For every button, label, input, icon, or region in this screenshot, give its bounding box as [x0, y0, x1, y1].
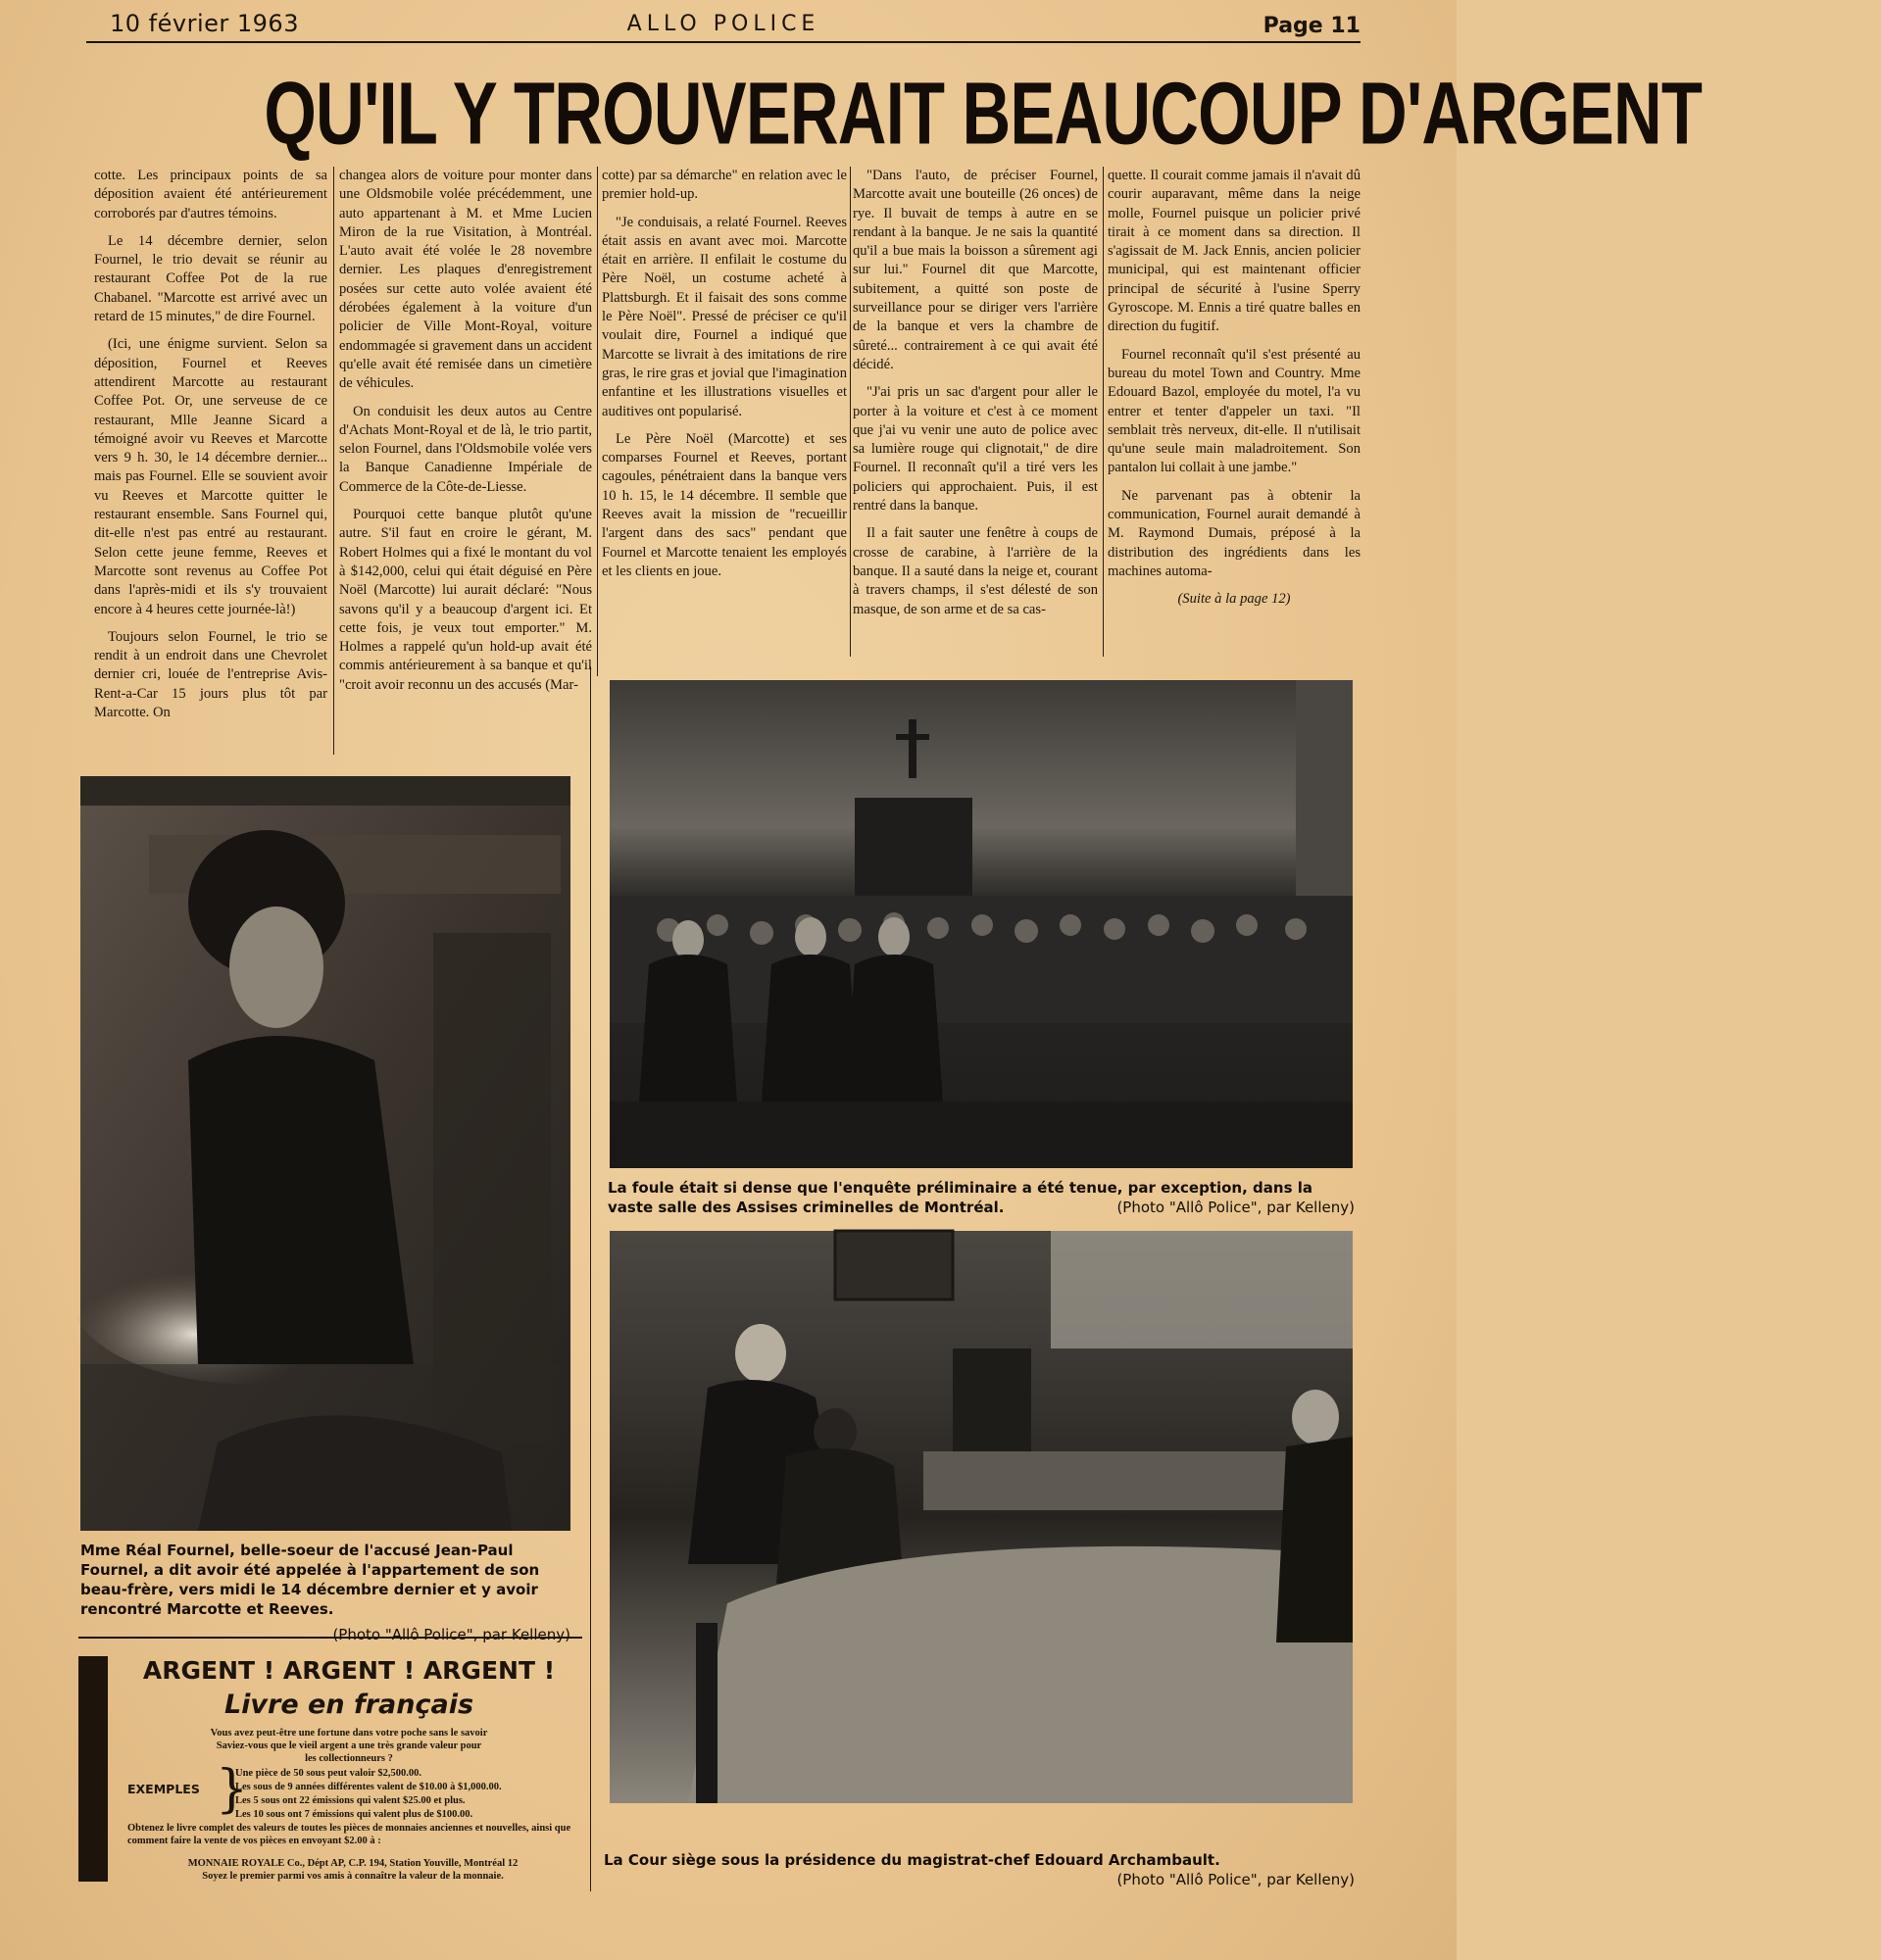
ad-example: Une pièce de 50 sous peut valoir $2,500.00.: [235, 1768, 421, 1779]
article-column-2: [339, 167, 592, 704]
paragraph: Fournel reconnaît qu'il s'est présenté au bureau du motel Town and Country. Mme Edouard Bazol, employée du motel, l'a vu entrer et tenter d'appeler un taxi. "Il semblait très nerveux, dit-elle. Il n'utilisait qu'une seule main maladroitement. Son pantalon lui collait à une jambe.": [1108, 346, 1361, 476]
article-column-3: [602, 167, 847, 590]
continued-note: (Suite à la page 12): [1177, 591, 1291, 608]
ad-tagline: Soyez le premier parmi vos amis à connaître la valeur de la monnaie.: [202, 1871, 504, 1882]
photo-credit: (Photo "Allô Police", par Kelleny): [332, 1626, 570, 1643]
column-divider: [333, 167, 334, 755]
masthead-rule: [86, 41, 1361, 43]
ad-example: Les sous de 9 années différentes valent de $10.00 à $1,000.00.: [235, 1782, 502, 1792]
paragraph: Le 14 décembre dernier, selon Fournel, le trio devait se réunir au restaurant Coffee Pot de la rue Chabanel. "Marcotte est arrivé avec un retard de 15 minutes," de dire Fournel.: [94, 232, 327, 325]
paragraph: Toujours selon Fournel, le trio se rendit à un endroit dans une Chevrolet dernier cri, louée de l'entreprise Avis-Rent-a-Car 15 jours plus tôt par Marcotte. On: [94, 628, 327, 721]
article-column-4: [853, 167, 1098, 628]
photo-court-session: [610, 1231, 1353, 1803]
photo-caption-witness: [80, 1541, 570, 1644]
column-divider: [1103, 167, 1104, 657]
ad-example: Les 5 sous ont 22 émissions qui valent $25.00 et plus.: [235, 1795, 466, 1806]
coin-book-advertisement: [78, 1656, 580, 1882]
ad-address: MONNAIE ROYALE Co., Dépt AP, C.P. 194, Station Youville, Montréal 12: [187, 1858, 519, 1869]
paragraph: Ne parvenant pas à obtenir la communication, Fournel aurait demandé à M. Raymond Dumais, préposé à la distribution des ingrédients dans les machines automa-: [1108, 487, 1361, 579]
ad-intro-line: Vous avez peut-être une fortune dans votre poche sans le savoir: [210, 1728, 488, 1739]
paragraph: "J'ai pris un sac d'argent pour aller le porter à la voiture et c'est à ce moment que j'ai vu venir une auto de police avec sa lumière rouge qui clignotait," de dire Fournel. Il reconnaît qu'il a tiré vers les policiers qui approchaient. Puis, il est rentré dans la banque.: [853, 384, 1098, 514]
paragraph: (Ici, une énigme survient. Selon sa déposition, Fournel et Reeves attendirent Marcotte au restaurant Coffee Pot. Or, une serveuse de ce restaurant, Mlle Jeanne Sicard a témoigné avoir vu Reeves et Marcotte vers 9 h. 30, le 14 décembre dernier... mais pas Fournel. Elle se souvient avoir vu Reeves et Marcotte quitter le restaurant ensemble. Sans Fournel qui, dit-elle n'est pas entré au restaurant. Selon cette jeune femme, Reeves et Marcotte sont revenus au Coffee Pot dans l'après-midi et ils s'y trouvaient encore à 4 heures cette journée-là!): [94, 336, 327, 617]
paragraph: Pourquoi cette banque plutôt qu'une autre. S'il faut en croire le gérant, M. Robert Holmes qui a fixé le montant du vol à $142,000, celui qui était déguisé en Père Noël (Marcotte) lui aurait déclaré: "Nous savons qu'il y a beaucoup d'argent ici. Et cette fois, je veux tout emporter." M. Holmes a rappelé qu'un hold-up avait été commis antérieurement à sa banque et qu'il "croit avoir reconnu un des accusés (Mar-: [339, 507, 592, 693]
paragraph: Le Père Noël (Marcotte) et ses comparses Fournel et Reeves, portant cagoules, pénétraient dans la banque vers 10 h. 15, le 14 décembre. Il semble que Reeves avait la mission de "recueillir l'argent dans des sacs" pendant que Fournel et Marcotte tenaient les employés et les clients en joue.: [602, 430, 847, 579]
issue-date: 10 février 1963: [110, 10, 299, 37]
article-column-1: [94, 167, 327, 731]
caption-text: La Cour siège sous la présidence du magistrat-chef Edouard Archambault.: [604, 1851, 1220, 1869]
photo-caption-court-session: [604, 1850, 1355, 1889]
paragraph: "Je conduisais, a relaté Fournel. Reeves était assis en avant avec moi. Marcotte était en arrière. Il enfilait le costume du Père Noël, un costume acheté à Plattsburgh. Et il faisait des sons comme le Père Noël". Pressé de préciser ce qu'il voulait dire, Fournel a indiqué que Marcotte se livrait à des imitations de rire gras, le rire gras et jovial que l'imagination enfantine et les illustrations visuelles et auditives ont popularisé.: [602, 214, 847, 419]
ad-subtitle: Livre en français: [223, 1690, 474, 1720]
paragraph: On conduisit les deux autos au Centre d'Achats Mont-Royal et de là, le trio partit, selon Fournel, dans l'Oldsmobile volée vers la Banque Canadienne Impériale de Commerce de la Côte-de-Liesse.: [339, 403, 592, 495]
paragraph: quette. Il courait comme jamais il n'avait dû courir auparavant, même dans la neige molle, Fournel puisque un policier privé tirait à ce moment dans sa direction. Il s'agissait de M. Jack Ennis, ancien policier municipal, qui est maintenant officier principal de sécurité à l'usine Sperry Gyroscope. M. Ennis a tiré quatre balles en direction du fugitif.: [1108, 168, 1361, 335]
caption-text: Mme Réal Fournel, belle-soeur de l'accusé Jean-Paul Fournel, a dit avoir été appelée à l'appartement de son beau-frère, vers midi le 14 décembre dernier et y avoir rencontré Marcotte et Reeves.: [80, 1542, 540, 1618]
paragraph: cotte. Les principaux points de sa déposition avaient été antérieurement corroborés par d'autres témoins.: [94, 168, 327, 221]
paragraph: Il a fait sauter une fenêtre à coups de crosse de carabine, à l'arrière de la banque. Il a sauté dans la neige et, courant à travers champs, il s'est délesté de son masque, de son arme et de sa cas-: [853, 525, 1098, 617]
caption-text: La foule était si dense que l'enquête préliminaire a été tenue, par exception, dans la vaste salle des Assises criminelles de Montréal.: [608, 1179, 1312, 1216]
column-divider: [590, 666, 591, 1891]
paragraph: changea alors de voiture pour monter dans une Oldsmobile volée précédemment, une auto appartenant à M. et Mme Lucien Miron de la rue Visitation, à Montréal. L'auto avait été volée le 28 novembre dernier. Les plaques d'enregistrement posées sur cette auto volée avaient été dérobées également à la voiture d'un policier de Ville Mont-Royal, voiture endommagée si gravement dans un accident qu'elle avait été remisée dans un cimetière de véhicules.: [339, 168, 592, 392]
ad-side-bar: [78, 1656, 108, 1882]
masthead: [86, 8, 1361, 41]
photo-caption-courtroom-crowd: [608, 1178, 1355, 1217]
ad-example: Les 10 sous ont 7 émissions qui valent plus de $100.00.: [235, 1809, 473, 1820]
ad-intro-line: Saviez-vous que le vieil argent a une très grande valeur pour: [216, 1740, 482, 1751]
column-divider: [597, 167, 598, 676]
paragraph: "Dans l'auto, de préciser Fournel, Marcotte avait une bouteille (26 onces) de rye. Il buvait de temps à autre en se rendant à la banque. Je ne sais la quantité qu'il a bue mais la boisson a sûrement agi sur lui." Fournel dit que Marcotte, subitement, a quitté son poste de surveillance pour se diriger vers l'arrière de la banque et vers la chambre de sûreté... contrairement à ce qui avait été décidé.: [853, 168, 1098, 372]
photo-credit: (Photo "Allô Police", par Kelleny): [1116, 1871, 1355, 1888]
ad-intro-line: les collectionneurs ?: [305, 1753, 393, 1764]
ad-footer-text: Obtenez le livre complet des valeurs de toutes les pièces de monnaies anciennes et nouvelles, ainsi que comment faire la vente de vos pièces en envoyant $2.00 à :: [127, 1823, 571, 1846]
ad-title: ARGENT ! ARGENT ! ARGENT !: [142, 1656, 556, 1685]
photo-courtroom-crowd: [610, 680, 1353, 1168]
ad-examples-label: EXEMPLES: [127, 1782, 200, 1796]
article-column-5: [1108, 167, 1361, 618]
brace-icon: }: [216, 1760, 249, 1819]
page-number: Page 11: [1262, 14, 1361, 38]
paragraph: cotte) par sa démarche" en relation avec le premier hold-up.: [602, 168, 847, 203]
publication-title: ALLO POLICE: [626, 12, 820, 36]
headline-text: QU'IL Y TROUVERAIT BEAUCOUP D'ARGENT: [264, 64, 1703, 164]
photo-witness: [80, 776, 570, 1531]
photo-credit: (Photo "Allô Police", par Kelleny): [1116, 1199, 1355, 1216]
headline: [84, 64, 1703, 164]
ad-divider: [78, 1637, 582, 1639]
column-divider: [850, 167, 851, 657]
